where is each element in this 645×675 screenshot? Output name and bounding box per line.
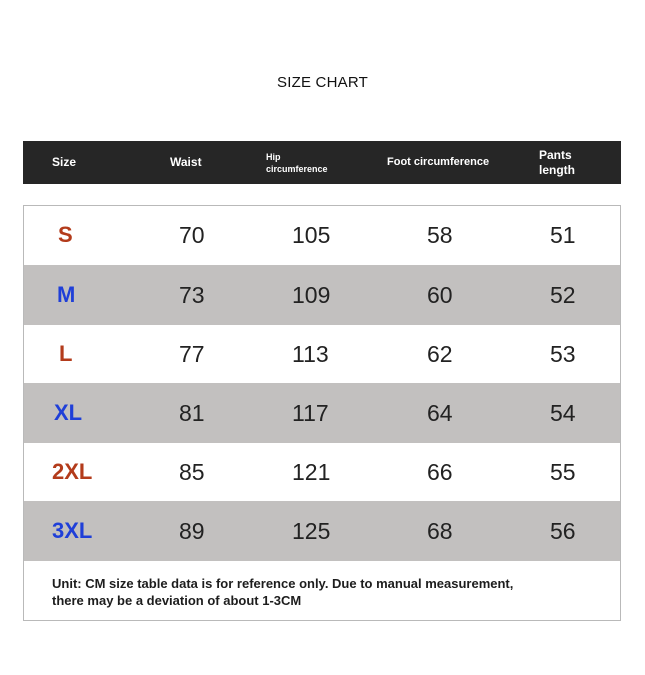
hip-cell: 113 [292, 340, 329, 367]
waist-cell: 85 [179, 458, 205, 485]
header-pants-line1: Pants [539, 147, 572, 162]
waist-cell: 81 [179, 399, 205, 426]
pants-cell: 54 [550, 399, 576, 426]
hip-cell: 125 [292, 517, 331, 544]
pants-cell: 55 [550, 458, 576, 485]
header-pants [539, 141, 575, 184]
measurement-note [52, 575, 612, 609]
size-cell: L [59, 341, 73, 366]
table-row [24, 443, 620, 501]
pants-cell: 51 [550, 221, 576, 248]
size-cell: S [58, 222, 73, 247]
table-row [24, 265, 620, 325]
foot-cell: 60 [427, 281, 453, 308]
waist-cell: 73 [179, 281, 205, 308]
note-line-1: Unit: CM size table data is for reference only. Due to manual measurement, [52, 576, 514, 591]
header-foot: Foot circumference [387, 156, 490, 168]
table-header [23, 141, 621, 184]
waist-cell: 77 [179, 340, 205, 367]
foot-cell: 62 [427, 340, 453, 367]
foot-cell: 58 [427, 221, 453, 248]
hip-cell: 117 [292, 399, 329, 426]
header-pants-line2: length [539, 162, 575, 177]
note-line-2: there may be a deviation of about 1-3CM [52, 593, 302, 608]
hip-cell: 105 [292, 221, 331, 248]
size-cell: M [57, 282, 76, 307]
header-hip-line1: Hip [266, 151, 281, 162]
table-row [24, 383, 620, 443]
header-hip [266, 141, 328, 184]
header-size: Size [52, 155, 77, 169]
pants-cell: 56 [550, 517, 576, 544]
hip-cell: 121 [292, 458, 331, 485]
size-table [23, 205, 621, 621]
page-title: SIZE CHART [277, 74, 368, 91]
size-cell: 3XL [52, 518, 93, 543]
size-cell: 2XL [52, 459, 93, 484]
table-row [24, 501, 620, 561]
header-hip-line2: circumference [266, 163, 328, 174]
pants-cell: 52 [550, 281, 576, 308]
size-cell: XL [54, 400, 83, 425]
waist-cell: 70 [179, 221, 205, 248]
table-row [24, 206, 620, 264]
table-row [24, 325, 620, 383]
foot-cell: 64 [427, 399, 453, 426]
hip-cell: 109 [292, 281, 331, 308]
waist-cell: 89 [179, 517, 205, 544]
foot-cell: 68 [427, 517, 453, 544]
pants-cell: 53 [550, 340, 576, 367]
foot-cell: 66 [427, 458, 453, 485]
header-waist: Waist [170, 155, 202, 169]
